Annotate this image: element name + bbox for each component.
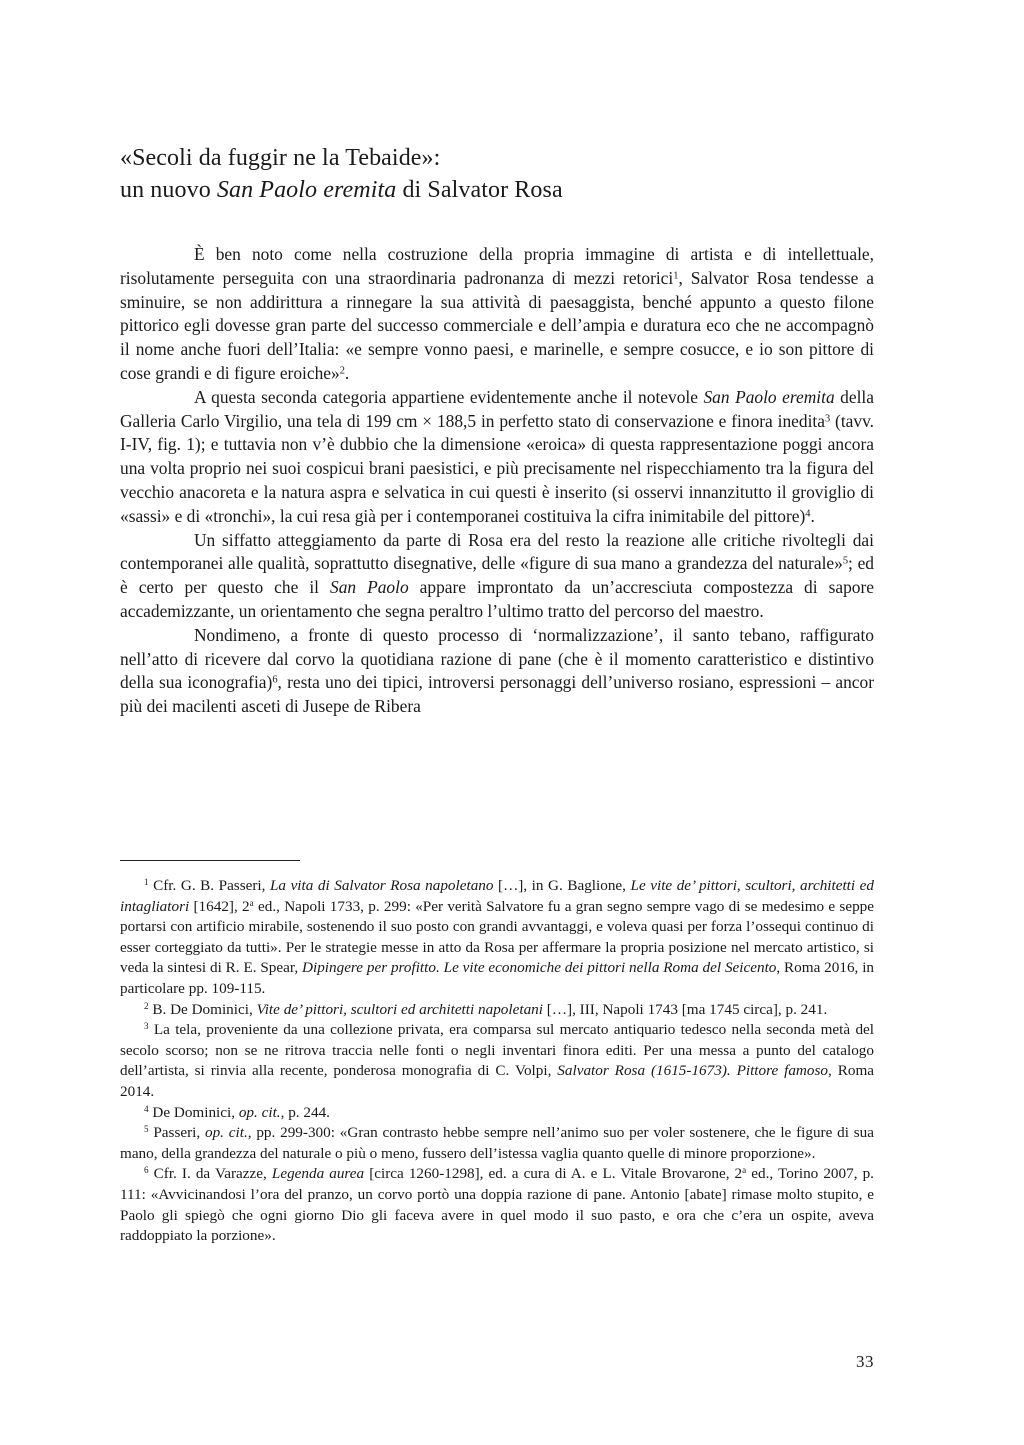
body-paragraph-4: Nondimeno, a fronte di questo processo di ‘normalizzazione’, il santo tebano, raffigurato nell’atto di ricevere dal corvo la quotidiana razione di pane (che è il momento caratteristico e distintivo della sua iconografia)$^6$, resta uno dei tipici, introversi personaggi dell’universo rosiano, espressioni – ancor più dei macilenti asceti di Jusepe de Ribera (120, 624, 874, 717)
footnotes (120, 876, 874, 1247)
body-paragraph-1: È ben noto come nella costruzione della propria immagine di artista e di intellettuale, risolutamente perseguita con una straordinaria padronanza di mezzi retorici$^1$, Salvator Rosa tendesse a sminuire, se non addirittura a rinnegare la sua attività di paesaggista, benché appunto a questo filone pittorico egli dovesse gran parte del successo commerciale e dell’ampia e duratura eco che ne accompagnò il nome anche fuori dell’Italia: «e sempre vonno paesi, e marinelle, e sempre cosucce, e io son pittore di cose grandi e di figure eroiche»$^2$. (120, 244, 874, 383)
body-paragraph-3: Un siffatto atteggiamento da parte di Rosa era del resto la reazione alle critiche rivoltegli dai contemporanei alle qualità, soprattutto disegnative, delle «figure di sua mano a grandezza del naturale»$^5$; ed è certo per questo che il San Paolo appare improntato da un’accresciuta compostezza di sapore accademizzante, un orientamento che segna peraltro l’ultimo tratto del percorso del maestro. (120, 529, 874, 621)
footnote-2: $^2$ B. De Dominici, Vite de’ pittori, scultori ed architetti napoletani […], III, Napoli 1743 [ma 1745 circa], p. 241. (144, 1000, 828, 1018)
footnote-5: $^5$ Passeri, op. cit., pp. 299-300: «Gran contrasto hebbe sempre nell’animo suo per voler sostenere, che le figure di sua mano, della grandezza del naturale o più o meno, fussero dell’istessa vaglia quanto quelle di minore proporzione». (120, 1124, 874, 1162)
title-line-1: «Secoli da fuggir ne la Tebaide»: (120, 145, 441, 171)
footnote-6: $^6$ Cfr. I. da Varazze, Legenda aurea [circa 1260-1298], ed. a cura di A. e L. Vitale Brovarone, 2$^a$ ed., Torino 2007, p. 111: «Avvicinandosi l’ora del pranzo, un corvo portò una doppia razione di pane. Antonio [abate] rimase molto stupito, e Paolo gli spiegò che ogni giorno Dio gli faceva avere in quel modo il suo pasto, e ora che c’era un ospite, aveva raddoppiato la porzione». (120, 1165, 874, 1245)
footnote-ref-2: 2 (339, 365, 345, 377)
footnote-ref-1: 1 (673, 270, 679, 282)
footnote-ref-6: 6 (272, 674, 278, 686)
footnote-1: $^1$ Cfr. G. B. Passeri, La vita di Salvator Rosa napoletano […], in G. Baglione, Le vite de’ pittori, scultori, architetti ed intagliatori [1642], 2$^a$ ed., Napoli 1733, p. 299: «Per verità Salvatore fu a gran segno sempre vago di se medesimo e seppe portarsi con artificio mirabile, sostenendo il suo posto con grandi avvantaggi, e voleva quasi per forza l’ossequi continuo di esser corteggiato da tutti». Per le strategie messe in atto da Rosa per affermare la propria posizione nel mercato artistico, si veda la sintesi di R. E. Spear, Dipingere per profitto. Le vite economiche dei pittori nella Roma del Seicento, Roma 2016, in particolare pp. 109-115. (120, 876, 875, 997)
article-title (120, 142, 900, 206)
footnote-ref-4: 4 (805, 508, 811, 520)
body-paragraph-2: A questa seconda categoria appartiene evidentemente anche il notevole San Paolo eremita della Galleria Carlo Virgilio, una tela di 199 cm × 188,5 in perfetto stato di conservazione e finora inedita$^3$ (tavv. I-IV, fig. 1); e tuttavia non v’è dubbio che la dimensione «eroica» di questa rappresentazione poggi ancora una volta proprio nei suoi cospicui brani paesistici, e più precisamente nel rispecchiamento tra la figura del vecchio anacoreta e la natura aspra e selvatica in cui questi è inserito (si osservi innanzitutto il groviglio di «sassi» e di «tronchi», la cui resa già per i contemporanei costituiva la cifra inimitabile del pittore)$^4$. (120, 386, 874, 526)
title-line-2: un nuovo San Paolo eremita di Salvator Rosa (120, 177, 563, 203)
footnote-4: $^4$ De Dominici, op. cit., p. 244. (144, 1103, 330, 1121)
footnote-ref-3: 3 (824, 412, 831, 424)
footnote-ref-5: 5 (842, 555, 849, 567)
footnote-3: $^3$ La tela, proveniente da una collezione privata, era comparsa sul mercato antiquario tedesco nella seconda metà del secolo scorso; non se ne ritrova traccia nelle fonti o negli inventari finora editi. Per una messa a punto del catalogo dell’artista, si rinvia alla recente, ponderosa monografia di C. Volpi, Salvator Rosa (1615-1673). Pittore famoso, Roma 2014. (120, 1021, 875, 1100)
page-number: 33 (856, 1352, 874, 1371)
footnote-separator (120, 860, 300, 861)
main-text (120, 243, 874, 719)
